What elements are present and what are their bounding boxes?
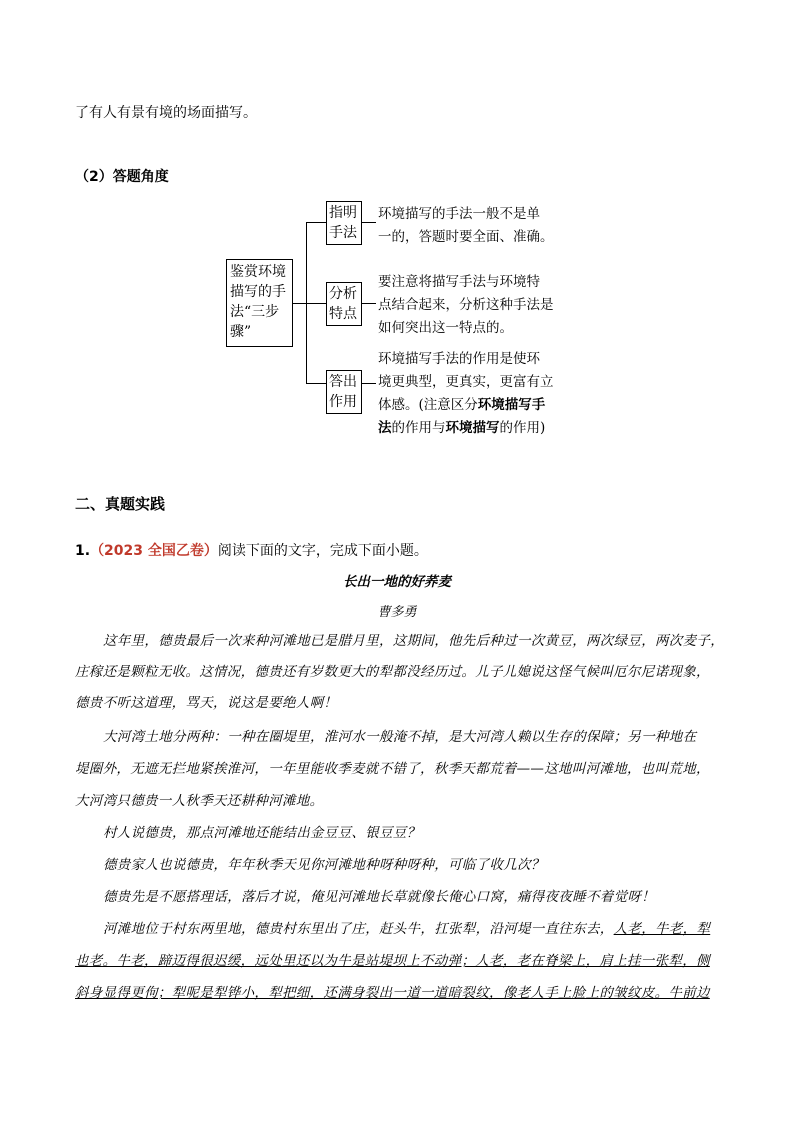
connector (362, 303, 376, 304)
root-line: 描写的手 (230, 284, 286, 300)
connector (306, 383, 326, 384)
branch-desc-effect: 环境描写手法的作用是使环 境更典型，更真实，更富有立 体感。(注意区分环境描写手 法的作用与环境描写的作用) (378, 351, 554, 436)
connector (293, 303, 306, 304)
branch-label: 答出 (329, 374, 357, 390)
article-line: 大河湾只德贵一人秋季天还耕种河滩地。 (75, 793, 324, 809)
root-line: 法“三步 (230, 304, 280, 320)
branch-label: 作用 (329, 394, 357, 410)
connector (362, 222, 376, 223)
article-line: 也老。牛老，蹄迈得很迟缓，远处里还以为牛是站堤坝上不动弹；人老，老在脊梁上，肩上挂一张犁，侧 (75, 953, 710, 969)
root-line: 骤” (230, 324, 252, 340)
article-line: 庄稼还是颗粒无收。这情况，德贵还有岁数更大的犁都没经历过。儿子儿媳说这怪气候叫厄尔尼诺现象， (75, 664, 710, 680)
branch-desc-analyze: 要注意将描写手法与环境特 点结合起来，分析这种手法是 如何突出这一特点的。 (378, 274, 554, 336)
section-heading: （2）答题角度 (75, 169, 169, 185)
branch-desc-identify: 环境描写的手法一般不是单 一的，答题时要全面、准确。 (378, 206, 554, 245)
branch-label: 手法 (329, 225, 357, 241)
branch-box-identify (326, 201, 362, 245)
branch-box-analyze (326, 282, 362, 326)
root-line: 鉴赏环境 (230, 264, 286, 280)
article-line: 德贵家人也说德贵，年年秋季天见你河滩地种呀种呀种，可临了收几次？ (103, 857, 545, 873)
branch-label: 分析 (329, 286, 357, 302)
article-line: 德贵不听这道理，骂天，说这是要绝人啊！ (75, 695, 338, 711)
branch-box-effect (326, 370, 362, 414)
connector (306, 222, 326, 223)
question-source: （2023 全国乙卷） (90, 543, 218, 559)
section-heading-practice: 二、真题实践 (75, 495, 166, 513)
connector (306, 303, 326, 304)
root-box (226, 259, 293, 347)
branch-label: 特点 (329, 306, 357, 322)
article-line: 这年里，德贵最后一次来种河滩地已是腊月里，这期间，他先后种过一次黄豆，两次绿豆，两次麦子， (103, 633, 724, 649)
question-line: 1.（2023 全国乙卷）阅读下面的文字，完成下面小题。 (75, 543, 428, 559)
article-line: 堤圈外，无遮无拦地紧挨淮河，一年里能收季麦就不错了，秋季天都荒着——这地叫河滩地，也叫荒地， (75, 761, 710, 777)
article-line: 大河湾土地分两种：一种在圈堤里，淮河水一般淹不掉，是大河湾人赖以生存的保障；另一种地在 (103, 729, 697, 745)
branch-label: 指明 (329, 205, 357, 221)
connector (362, 383, 376, 384)
article-line: 德贵先是不愿搭理话，落后才说，俺见河滩地长草就像长俺心口窝，痛得夜夜睡不着觉呀！ (103, 889, 655, 905)
article-line: 河滩地位于村东两里地，德贵村东里出了庄，赶头牛，扛张犁，沿河堤一直往东去，人老，牛老，犁 (103, 921, 711, 937)
article-line: 斜身显得更佝；犁呢是犁铧小，犁把细，还满身裂出一道一道暗裂纹，像老人手上脸上的皱纹皮。牛前边 (75, 985, 710, 1001)
article-line: 村人说德贵，那点河滩地还能结出金豆豆、银豆豆？ (103, 825, 421, 841)
article-author: 曹多勇 (377, 605, 417, 620)
intro-line: 了有人有景有境的场面描写。 (75, 105, 257, 121)
article-title: 长出一地的好荞麦 (343, 574, 451, 590)
